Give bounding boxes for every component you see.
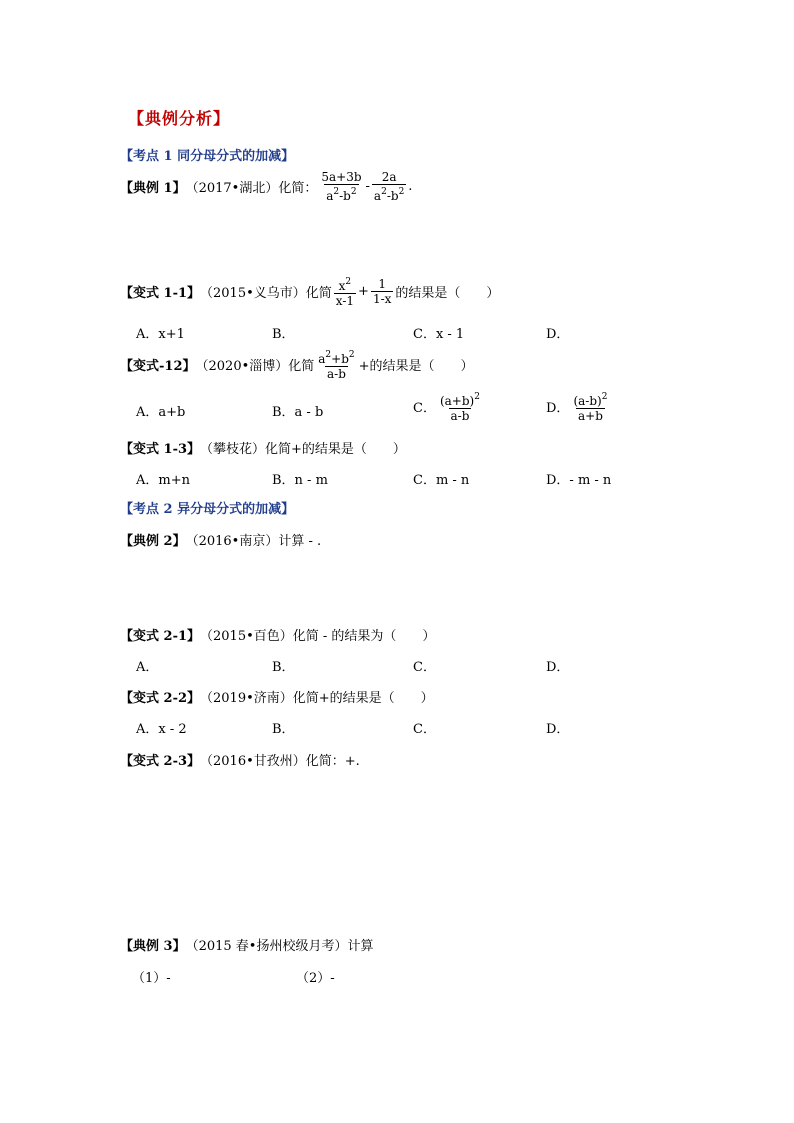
example2: 【典例 2】 （2016•南京）计算 - . bbox=[120, 530, 321, 549]
example1-label: 【典例 1】 bbox=[120, 181, 186, 196]
variant-2-1: 【变式 2-1】 （2015•百色）化简 - 的结果为（ ） bbox=[120, 625, 435, 644]
variant-2-2-option-c: C． bbox=[413, 722, 436, 737]
variant-2-2-option-a: A．x - 2 bbox=[136, 722, 187, 737]
variant-1-3-option-c: C．m - n bbox=[413, 473, 470, 488]
variant-1-1-option-d: D． bbox=[546, 327, 570, 342]
variant-1-1-option-a: A．x+1 bbox=[136, 327, 185, 342]
variant-1-1: 【变式 1-1】 （2015•义乌市）化简 $\frac{x^2}{x-1}$ + $\frac{1}{1-x}$ 的结果是（ ） bbox=[120, 277, 500, 308]
variant-2-2-option-b: B． bbox=[272, 722, 295, 737]
example3-part-1: （1）- bbox=[132, 971, 171, 986]
variant-1-2-label: 【变式-12】 bbox=[120, 359, 196, 374]
variant-1-2-option-c: C． $\frac{(a+b)^2}{a-b}$ bbox=[413, 392, 480, 423]
example3: 【典例 3】 （2015 春•扬州校级月考）计算 bbox=[120, 935, 373, 954]
topic2-heading: 【考点 2 异分母分式的加减】 bbox=[120, 502, 295, 517]
example3-label: 【典例 3】 bbox=[120, 939, 186, 954]
example1-text: （2017•湖北）化简： bbox=[185, 181, 318, 196]
variant-1-1-fraction-2: $\frac{1}{1-x}$ bbox=[372, 277, 392, 306]
variant-1-2-option-a: A．a+b bbox=[136, 405, 186, 420]
variant-2-1-option-c: C． bbox=[413, 660, 436, 675]
variant-1-2-option-b: B．a - b bbox=[272, 405, 324, 420]
example2-label: 【典例 2】 bbox=[120, 534, 186, 549]
variant-2-2-label: 【变式 2-2】 bbox=[120, 691, 201, 706]
variant-1-2-fraction: $\frac{a^2+b^2}{a-b}$ bbox=[318, 350, 355, 381]
variant-2-1-option-d: D． bbox=[546, 660, 570, 675]
variant-1-3: 【变式 1-3】 （攀枝花）化简+的结果是（ ） bbox=[120, 438, 406, 457]
variant-1-3-option-b: B．n - m bbox=[272, 473, 328, 488]
variant-1-1-option-c: C．x - 1 bbox=[413, 327, 465, 342]
example1: 【典例 1】 （2017•湖北）化简： $\frac{5a+3b}{a^2-b^2}$ - $\frac{2a}{a^2-b^2}$ . bbox=[120, 170, 413, 203]
variant-1-3-option-d: D．- m - n bbox=[546, 473, 612, 488]
variant-1-1-label: 【变式 1-1】 bbox=[120, 286, 201, 301]
variant-2-1-option-a: A． bbox=[136, 660, 159, 675]
example3-part-2: （2）- bbox=[296, 971, 335, 986]
example1-fraction-1: $\frac{5a+3b}{a^2-b^2}$ bbox=[321, 170, 362, 203]
topic1-heading: 【考点 1 同分母分式的加减】 bbox=[120, 149, 295, 164]
variant-2-3: 【变式 2-3】 （2016•甘孜州）化简：+. bbox=[120, 750, 360, 769]
page-title: 【典例分析】 bbox=[128, 109, 231, 128]
variant-1-3-label: 【变式 1-3】 bbox=[120, 442, 201, 457]
variant-2-1-label: 【变式 2-1】 bbox=[120, 629, 201, 644]
variant-1-3-option-a: A．m+n bbox=[136, 473, 190, 488]
variant-2-2: 【变式 2-2】 （2019•济南）化简+的结果是（ ） bbox=[120, 687, 434, 706]
variant-2-3-label: 【变式 2-3】 bbox=[120, 754, 201, 769]
variant-1-2-option-d: D． $\frac{(a-b)^2}{a+b}$ bbox=[546, 392, 608, 423]
variant-2-2-option-d: D． bbox=[546, 722, 570, 737]
variant-1-1-fraction-1: $\frac{x^2}{x-1}$ bbox=[335, 277, 355, 308]
variant-1-2: 【变式-12】 （2020•淄博）化简 $\frac{a^2+b^2}{a-b}$ +的结果是（ ） bbox=[120, 350, 474, 381]
variant-1-1-option-b: B． bbox=[272, 327, 295, 342]
example1-fraction-2: $\frac{2a}{a^2-b^2}$ bbox=[373, 170, 405, 203]
variant-2-1-option-b: B． bbox=[272, 660, 295, 675]
